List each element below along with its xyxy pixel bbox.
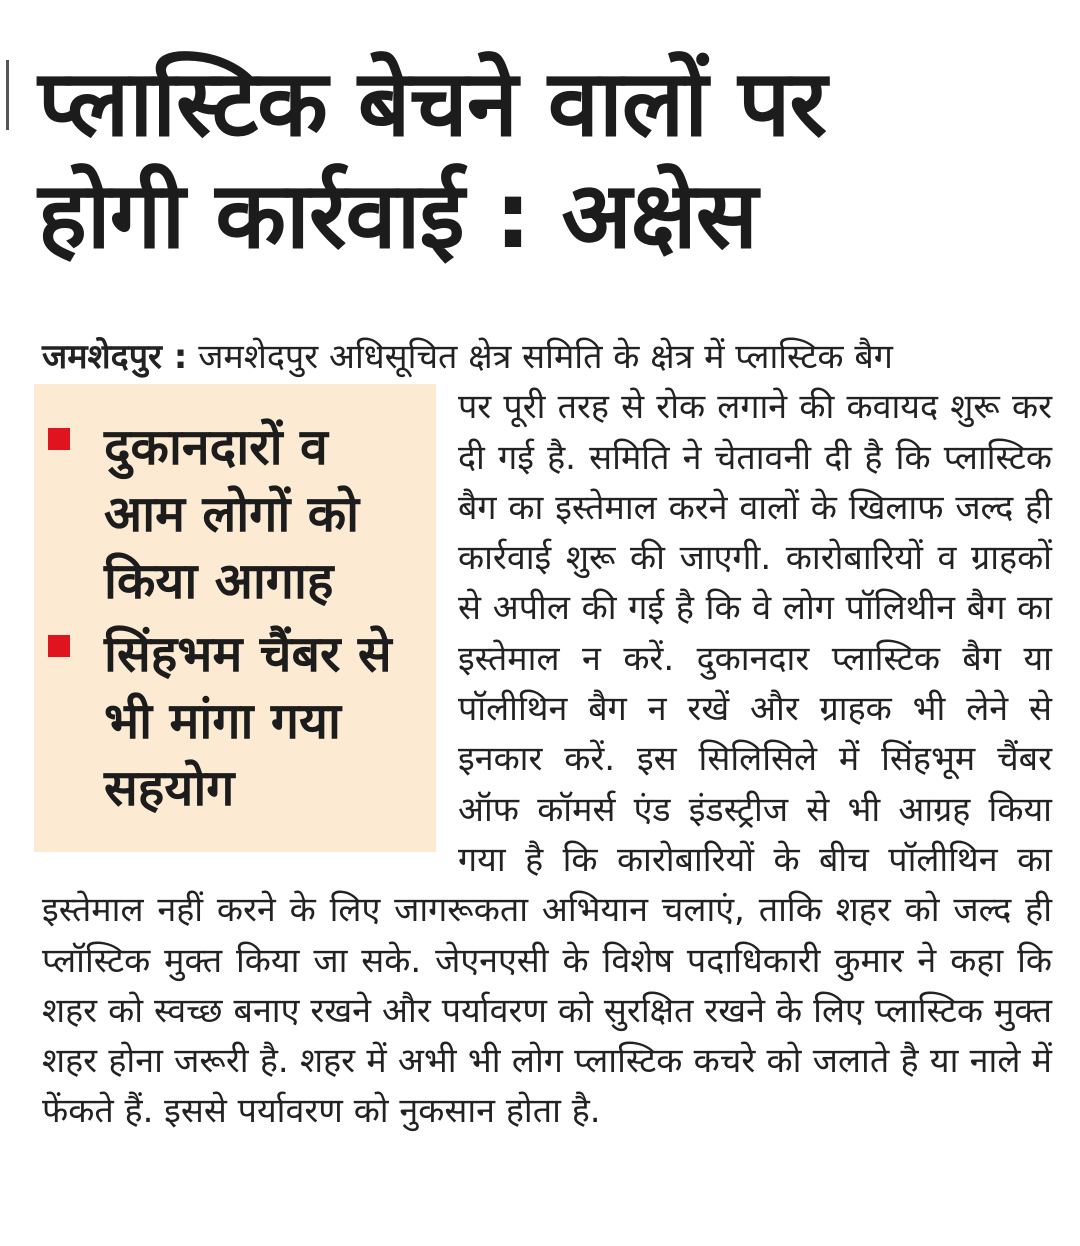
article-text-lead: जमशेदपुर अधिसूचित क्षेत्र समिति के क्षेत्र में प्लास्टिक बैग <box>198 337 893 377</box>
dateline: जमशेदपुर : <box>42 337 188 377</box>
article-first-line <box>42 337 893 377</box>
highlight-item <box>44 414 426 615</box>
article-text: पर पूरी तरह से रोक लगाने की कवायद शुरू कर दी गई है. समिति ने चेतावनी दी है कि प्लास्टिक बैग का इस्तेमाल करने वालों के खिलाफ जल्द ही कार्रवाई शुरू की जाएगी. कारोबारियों व ग्राहकों से अपील की गई है कि वे लोग पॉलिथीन बैग का इस्तेमाल न करें. दुकानदार प्लास्टिक बैग या पॉलीथिन बैग न रखें और ग्राहक भी लेने से इनकार करें. इस सिलिसिले में सिंहभूम चैंबर ऑफ कॉमर्स एंड इंडस्ट्रीज से भी आग्रह किया गया है कि कारोबारियों के बीच पॉलीथिन का इस्तेमाल नहीं करने के लिए जागरूकता अभियान चलाएं, ताकि शहर को जल्द ही प्लॉस्टिक मुक्त किया जा सके. जेएनएसी के विशेष पदाधिकारी कुमार ने कहा कि शहर को स्वच्छ बनाए रखने और पर्यावरण को सुरक्षित रखने के लिए प्लास्टिक मुक्त शहर होना जरूरी है. शहर में अभी भी लोग प्लास्टिक कचरे को जलाते है या नाले में फेंकते हैं. इससे पर्यावरण को नुकसान होता है. <box>42 387 1052 1132</box>
headline-line-2: होगी कार्रवाई : अक्षेस <box>38 162 757 269</box>
highlight-item <box>44 621 426 822</box>
highlight-text: दुकानदारों व आम लोगों को किया आगाह <box>104 418 360 611</box>
red-square-bullet-icon <box>48 635 70 657</box>
article-body <box>42 332 1052 1137</box>
page-edge-mark <box>6 60 9 130</box>
highlight-text: सिंहभम चैंबर से भी मांगा गया सहयोग <box>104 625 392 818</box>
headline-line-1: प्लास्टिक बेचने वालों पर <box>38 50 827 157</box>
headline <box>38 48 1068 272</box>
highlights-box <box>34 384 436 852</box>
red-square-bullet-icon <box>48 428 70 450</box>
